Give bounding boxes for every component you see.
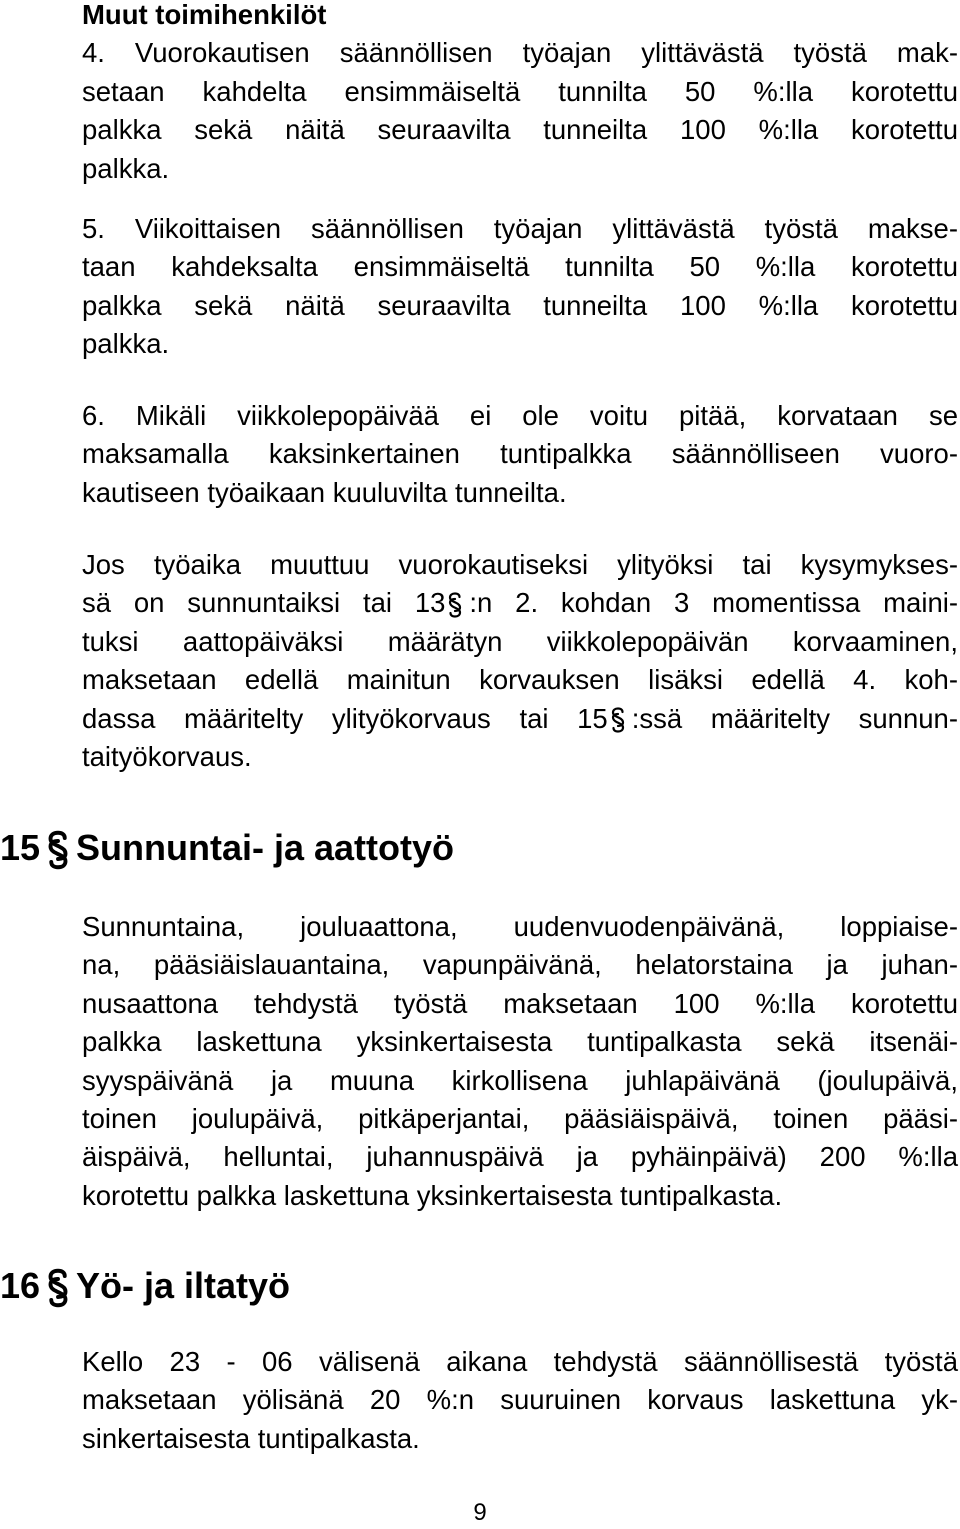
text-fragment: sä on sunnuntaiksi tai 13 <box>82 587 446 619</box>
paragraph-line: taityökorvaus. <box>82 740 252 772</box>
paragraph-line <box>82 584 958 622</box>
item-5-line: palkka. <box>82 328 170 360</box>
section-16-line: maksetaan yölisänä 20 %:n suuruinen korvaus laskettuna yk- <box>82 1384 958 1416</box>
paragraph-jos-tyoaika <box>82 546 958 776</box>
paragraph-line: Jos työaika muuttuu vuorokautiseksi ylityöksi tai kysymykses- <box>82 549 958 580</box>
section-15-line: na, pääsiäislauantaina, vapunpäivänä, helatorstaina ja juhan- <box>82 949 958 981</box>
section-16-line: sinkertaisesta tuntipalkasta. <box>82 1422 420 1454</box>
item-6-line: 6. Mikäli viikkolepopäivää ei ole voitu pitää, korvataan se <box>82 400 958 431</box>
item-6-paragraph <box>82 397 958 512</box>
section-16-heading <box>0 1262 290 1310</box>
section-15-line: toinen joulupäivä, pitkäperjantai, pääsiäispäivä, toinen pääsi- <box>82 1102 958 1134</box>
item-5-paragraph <box>82 210 958 364</box>
item-5-line: palkka sekä näitä seuraavilta tunneilta 100 %:lla korotettu <box>82 289 958 321</box>
text-fragment: :ssä määritelty sunnun- <box>631 702 959 734</box>
section-sign-icon <box>610 707 626 733</box>
section-16-line: Kello 23 - 06 välisenä aikana tehdystä säännöllisestä työstä <box>82 1346 958 1377</box>
text-fragment: dassa määritelty ylityökorvaus tai 15 <box>82 702 608 734</box>
section-15-line: palkka laskettuna yksinkertaisesta tuntipalkasta sekä itsenäi- <box>82 1026 958 1058</box>
item-4-line: setaan kahdelta ensimmäiseltä tunnilta 50 %:lla korotettu <box>82 75 958 107</box>
paragraph-line: tuksi aattopäiväksi määrätyn viikkolepopäivän korvaaminen, <box>82 625 958 657</box>
subheading-muut-toimihenkilot: Muut toimihenkilöt <box>82 0 327 30</box>
paragraph-line: maksetaan edellä mainitun korvauksen lisäksi edellä 4. koh- <box>82 664 958 696</box>
section-16-body <box>82 1343 958 1458</box>
section-15-heading <box>0 824 454 872</box>
item-5-line: taan kahdeksalta ensimmäiseltä tunnilta 50 %:lla korotettu <box>82 251 958 283</box>
section-title: Yö- ja iltatyö <box>76 1265 291 1306</box>
item-6-line: maksamalla kaksinkertainen tuntipalkka säännölliseen vuoro- <box>82 438 958 470</box>
item-5-line: 5. Viikoittaisen säännöllisen työajan ylittävästä työstä makse- <box>82 213 958 244</box>
section-15-line: äispäivä, helluntai, juhannuspäivä ja pyhäinpäivä) 200 %:lla <box>82 1141 958 1173</box>
section-sign-icon <box>46 1268 70 1308</box>
section-15-body <box>82 908 958 1215</box>
section-14-continuation <box>82 0 958 188</box>
section-15-line: Sunnuntaina, jouluaattona, uudenvuodenpäivänä, loppiaise- <box>82 911 958 942</box>
section-15-line: syyspäivänä ja muuna kirkollisena juhlapäivänä (joulupäivä, <box>82 1064 958 1096</box>
section-sign-icon <box>447 592 463 618</box>
section-15-line: korotettu palkka laskettuna yksinkertaisesta tuntipalkasta. <box>82 1179 783 1211</box>
section-number: 15 <box>0 827 41 868</box>
paragraph-line <box>82 700 958 738</box>
page-number: 9 <box>473 1499 487 1526</box>
section-15-line: nusaattona tehdystä työstä maksetaan 100 %:lla korotettu <box>82 987 958 1019</box>
section-sign-icon <box>46 830 70 870</box>
text-fragment: :n 2. kohdan 3 momentissa maini- <box>469 587 959 619</box>
item-4-line: 4. Vuorokautisen säännöllisen työajan ylittävästä työstä mak- <box>82 37 958 69</box>
item-4-line: palkka sekä näitä seuraavilta tunneilta 100 %:lla korotettu <box>82 114 958 146</box>
item-4-line: palkka. <box>82 152 170 184</box>
section-title: Sunnuntai- ja aattotyö <box>76 827 454 868</box>
section-number: 16 <box>0 1265 41 1306</box>
item-6-line: kautiseen työaikaan kuuluvilta tunneilta. <box>82 476 567 508</box>
